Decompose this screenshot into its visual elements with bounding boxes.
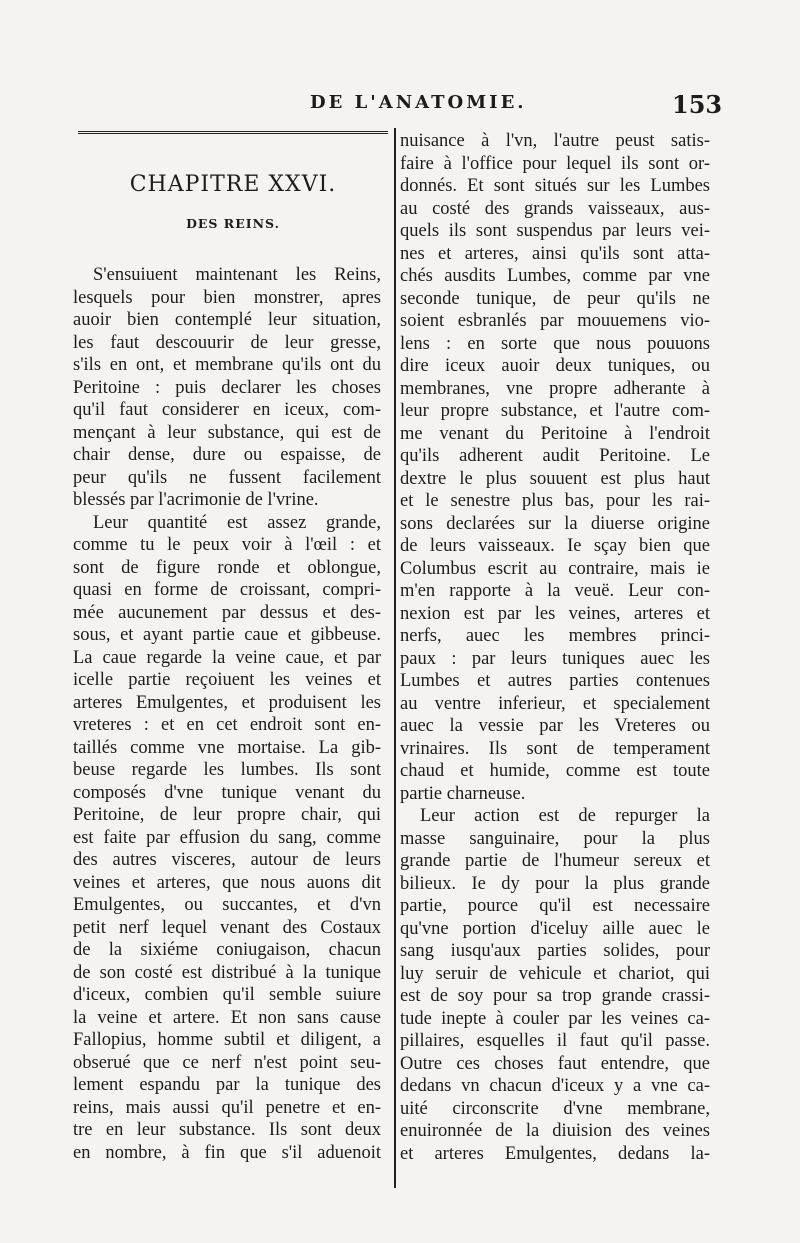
text-line: sous, et ayant partie caue et gibbeuse.: [73, 625, 381, 645]
text-line: sang iusqu'aux parties solides, pour: [400, 941, 710, 961]
text-line: est faite par effusion du sang, comme: [73, 827, 381, 848]
text-line: sons declarées sur la diuerse origine: [400, 513, 710, 534]
text-line: soient esbranlés par mouuemens vio-: [400, 311, 710, 331]
text-line: quels ils sont suspendus par leurs vei-: [400, 221, 710, 241]
text-line: masse sanguinaire, pour la plus: [400, 828, 710, 849]
text-line: faire à l'office pour lequel ils sont or-: [400, 153, 710, 174]
text-line: d'iceux, combien qu'il semble suiure: [73, 985, 381, 1005]
text-line: auec la vessie par les Vreteres ou: [400, 716, 710, 736]
text-line: de leurs vaisseaux. Ie sçay bien que: [400, 536, 710, 556]
text-line: en nombre, à fin que s'il aduenoit: [73, 1142, 381, 1163]
text-line: lens : en sorte que nous pouuons: [400, 333, 710, 354]
text-line: veines et arteres, que nous auons dit: [73, 872, 381, 893]
text-line: membranes, vne propre adherante à: [400, 378, 710, 399]
text-line: chés ausdits Lumbes, comme par vne: [400, 266, 710, 286]
page-number: 153: [672, 90, 723, 119]
text-line: composés d'vne tunique venant du: [73, 782, 381, 803]
text-line: vrinaires. Ils sont de temperament: [400, 738, 710, 759]
text-line: chair dense, dure ou espaisse, de: [73, 445, 381, 465]
text-line: de la sixiéme coniugaison, chacun: [73, 940, 381, 960]
column-divider: [394, 128, 396, 1188]
text-line: Leur quantité est assez grande,: [93, 512, 381, 533]
text-line: de son costé est distribué à la tunique: [73, 962, 381, 983]
text-line: petit nerf lequel venant des Costaux: [73, 917, 381, 938]
text-line: tre en leur substance. Ils sont deux: [73, 1120, 381, 1140]
text-line: Peritoine, de leur propre chair, qui: [73, 805, 381, 825]
right-text-column: [400, 130, 710, 1165]
text-line: m'en rapporte à la veuë. Leur con-: [400, 581, 710, 601]
text-line: La caue regarde la veine caue, et par: [73, 647, 381, 668]
text-line: arteres Emulgentes, et produisent les: [73, 692, 381, 713]
text-line: lement espandu par la tunique des: [73, 1075, 381, 1095]
text-line: donnés. Et sont situés sur les Lumbes: [400, 176, 710, 196]
text-line: nexion est par les veines, arteres et: [400, 603, 710, 624]
text-line: vreteres : et en cet endroit sont en-: [73, 715, 381, 735]
text-line: paux : par leurs tuniques auec les: [400, 648, 710, 669]
text-line: uité circonscrite d'vne membrane,: [400, 1098, 710, 1119]
text-line: Peritoine : puis declarer les choses: [73, 377, 381, 398]
text-line: au costé des grands vaisseaux, aus-: [400, 198, 710, 219]
text-line: leur propre substance, et l'autre com-: [400, 401, 710, 421]
text-line: sont de figure ronde et oblongue,: [73, 557, 381, 578]
text-line: S'ensuiuent maintenant les Reins,: [93, 265, 381, 285]
text-line: partie, pource qu'il est necessaire: [400, 896, 710, 916]
text-line: qu'vne portion d'iceluy aille auec le: [400, 918, 710, 939]
running-head: DE L'ANATOMIE.: [310, 92, 527, 113]
text-line: pillaires, esquelles il faut qu'il passe.: [400, 1031, 710, 1051]
text-line: nes et arteres, ainsi qu'ils sont atta-: [400, 243, 710, 264]
text-line: Emulgentes, ou succantes, et d'vn: [73, 895, 381, 915]
text-line: Columbus escrit au contraire, mais ie: [400, 558, 710, 579]
text-line: dedans vn chacun d'iceux y a vne ca-: [400, 1076, 710, 1096]
text-line: enuironnée de la diuision des veines: [400, 1121, 710, 1141]
text-line: Outre ces choses faut entendre, que: [400, 1053, 710, 1074]
text-line: qu'ils adherent audit Peritoine. Le: [400, 446, 710, 466]
text-line: taillés comme vne mortaise. La gib-: [73, 737, 381, 758]
text-line: grande partie de l'humeur sereux et: [400, 851, 710, 871]
left-text-column: [73, 264, 381, 1164]
text-line: peur qu'ils ne fussent facilement: [73, 467, 381, 488]
text-line: seconde tunique, de peur qu'ils ne: [400, 288, 710, 309]
text-line: comme tu le peux voir à l'œil : et: [73, 535, 381, 555]
text-line: Fallopius, homme subtil et diligent, a: [73, 1030, 381, 1050]
text-line: beuse regarde les lumbes. Ils sont: [73, 760, 381, 780]
text-line: nerfs, auec les membres princi-: [400, 626, 710, 646]
text-line: blessés par l'acrimonie de l'vrine.: [73, 490, 319, 510]
text-line: chaud et humide, comme est toute: [400, 761, 710, 781]
text-line: lesquels pour bien monstrer, apres: [73, 287, 381, 308]
text-line: icelle partie reçoiuent les veines et: [73, 670, 381, 690]
text-line: auoir bien contemplé leur situation,: [73, 310, 381, 330]
chapter-title: CHAPITRE XXVI.: [129, 172, 337, 197]
text-line: dextre le plus souuent est plus haut: [400, 468, 710, 489]
text-line: tude inepte à couler par les veines ca-: [400, 1008, 710, 1029]
text-line: luy seruir de vehicule et chariot, qui: [400, 963, 710, 984]
text-line: au ventre inferieur, et specialement: [400, 693, 710, 714]
text-line: des autres visceres, autour de leurs: [73, 850, 381, 870]
text-line: mençant à leur substance, qui est de: [73, 422, 381, 443]
text-line: les faut descouurir de leur gresse,: [73, 332, 381, 353]
text-line: obserué que ce nerf n'est point seu-: [73, 1052, 381, 1073]
chapter-rule: [78, 131, 388, 136]
text-line: me venant du Peritoine à l'endroit: [400, 423, 710, 444]
text-line: quasi en forme de croissant, compri-: [73, 580, 381, 600]
text-line: Leur action est de repurger la: [420, 806, 710, 826]
text-line: la veine et artere. Et non sans cause: [73, 1007, 381, 1028]
text-line: dire iceux auoir deux tuniques, ou: [400, 356, 710, 376]
text-line: est de soy pour sa trop grande crassi-: [400, 986, 710, 1006]
text-line: nuisance à l'vn, l'autre peust satis-: [400, 131, 710, 151]
text-line: Lumbes et autres parties contenues: [400, 671, 710, 691]
text-line: qu'il faut considerer en iceux, com-: [73, 400, 381, 420]
text-line: et arteres Emulgentes, dedans la-: [400, 1143, 710, 1164]
text-line: s'ils en ont, et membrane qu'ils ont du: [73, 355, 381, 375]
text-line: et le senestre plus bas, pour les rai-: [400, 491, 710, 511]
section-title: DES REINS.: [186, 216, 280, 231]
text-line: partie charneuse.: [400, 783, 526, 804]
text-line: bilieux. Ie dy pour la plus grande: [400, 873, 710, 894]
text-line: reins, mais aussi qu'il penetre et en-: [73, 1097, 381, 1118]
text-line: mée aucunement par dessus et des-: [73, 602, 381, 623]
